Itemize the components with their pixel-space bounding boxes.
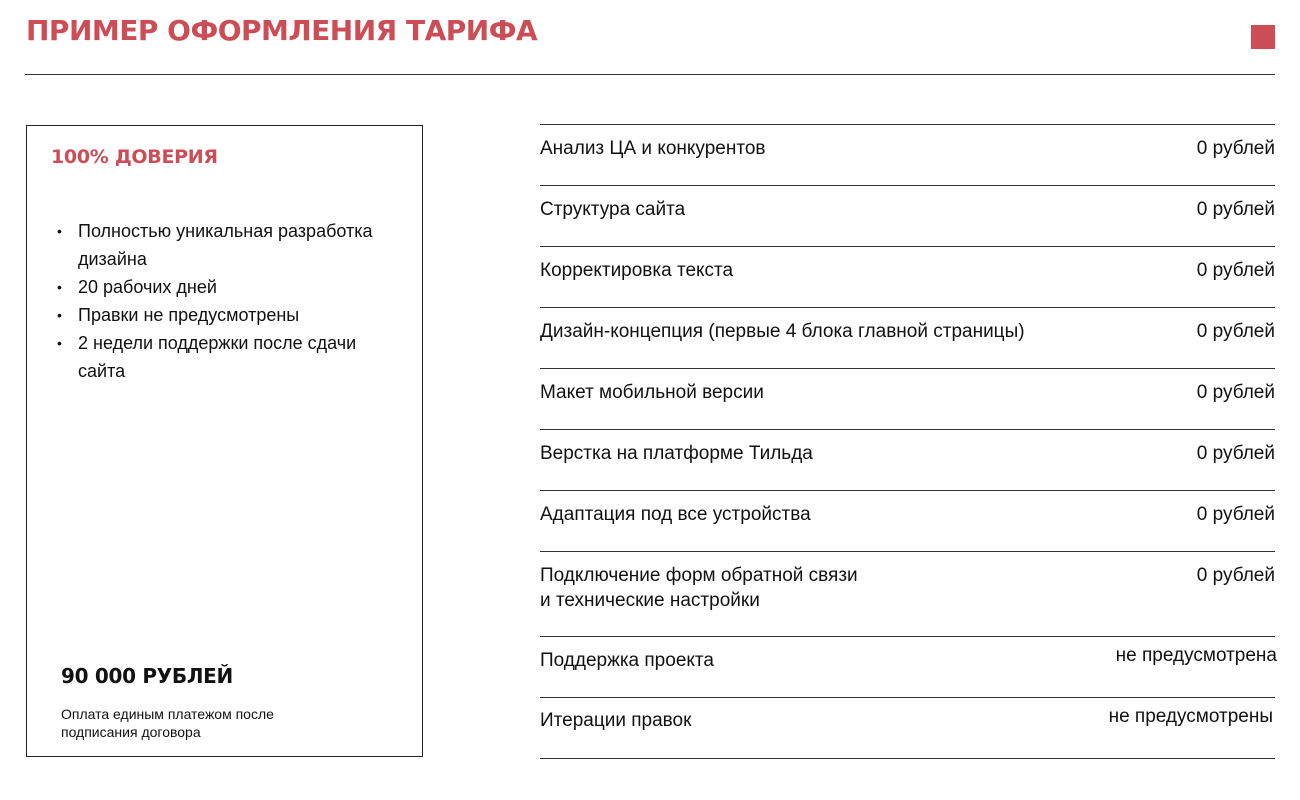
service-row bbox=[540, 185, 1275, 247]
service-row bbox=[540, 636, 1275, 698]
service-name: Анализ ЦА и конкурентов bbox=[540, 138, 766, 159]
feature-list bbox=[51, 217, 401, 385]
service-name: Верстка на платформе Тильда bbox=[540, 443, 813, 464]
table-bottom-divider bbox=[540, 758, 1275, 759]
service-name: Корректировка текста bbox=[540, 260, 734, 281]
service-row bbox=[540, 551, 1275, 637]
service-price: не предусмотрена bbox=[1115, 645, 1277, 666]
service-name: Дизайн-концепция (первые 4 блока главной страницы) bbox=[540, 321, 1025, 342]
service-name: Адаптация под все устройства bbox=[540, 504, 811, 525]
feature-item: • 2 недели поддержки после сдачи сайта bbox=[51, 329, 401, 385]
service-price: 0 рублей bbox=[1196, 321, 1275, 342]
service-row bbox=[540, 697, 1275, 759]
service-name: Макет мобильной версии bbox=[540, 382, 764, 403]
service-name: Структура сайта bbox=[540, 199, 686, 220]
service-row bbox=[540, 368, 1275, 430]
service-price: 0 рублей bbox=[1196, 260, 1275, 281]
service-name: Поддержка проекта bbox=[540, 650, 714, 671]
service-row bbox=[540, 307, 1275, 369]
service-row bbox=[540, 124, 1275, 186]
header-divider bbox=[25, 74, 1275, 75]
feature-item: • Правки не предусмотрены bbox=[51, 301, 401, 329]
service-name: Итерации правок bbox=[540, 710, 692, 731]
service-price: 0 рублей bbox=[1196, 138, 1275, 159]
tariff-card bbox=[26, 125, 423, 757]
tariff-price: 90 000 РУБЛЕЙ bbox=[61, 664, 233, 688]
payment-note: Оплата единым платежом после подписания договора bbox=[61, 706, 274, 740]
service-row bbox=[540, 246, 1275, 308]
feature-item: • 20 рабочих дней bbox=[51, 273, 401, 301]
service-name: Подключение форм обратной связи и технические настройки bbox=[540, 565, 858, 611]
accent-square-icon bbox=[1251, 25, 1275, 49]
service-price: 0 рублей bbox=[1196, 565, 1275, 586]
page-title: ПРИМЕР ОФОРМЛЕНИЯ ТАРИФА bbox=[26, 14, 538, 47]
service-price: не предусмотрены bbox=[1108, 706, 1273, 727]
service-price: 0 рублей bbox=[1196, 199, 1275, 220]
tariff-title: 100% ДОВЕРИЯ bbox=[51, 146, 218, 168]
service-price: 0 рублей bbox=[1196, 382, 1275, 403]
service-row bbox=[540, 490, 1275, 552]
service-price: 0 рублей bbox=[1196, 443, 1275, 464]
service-row bbox=[540, 429, 1275, 491]
feature-item: • Полностью уникальная разработка дизайна bbox=[51, 217, 401, 273]
service-price: 0 рублей bbox=[1196, 504, 1275, 525]
